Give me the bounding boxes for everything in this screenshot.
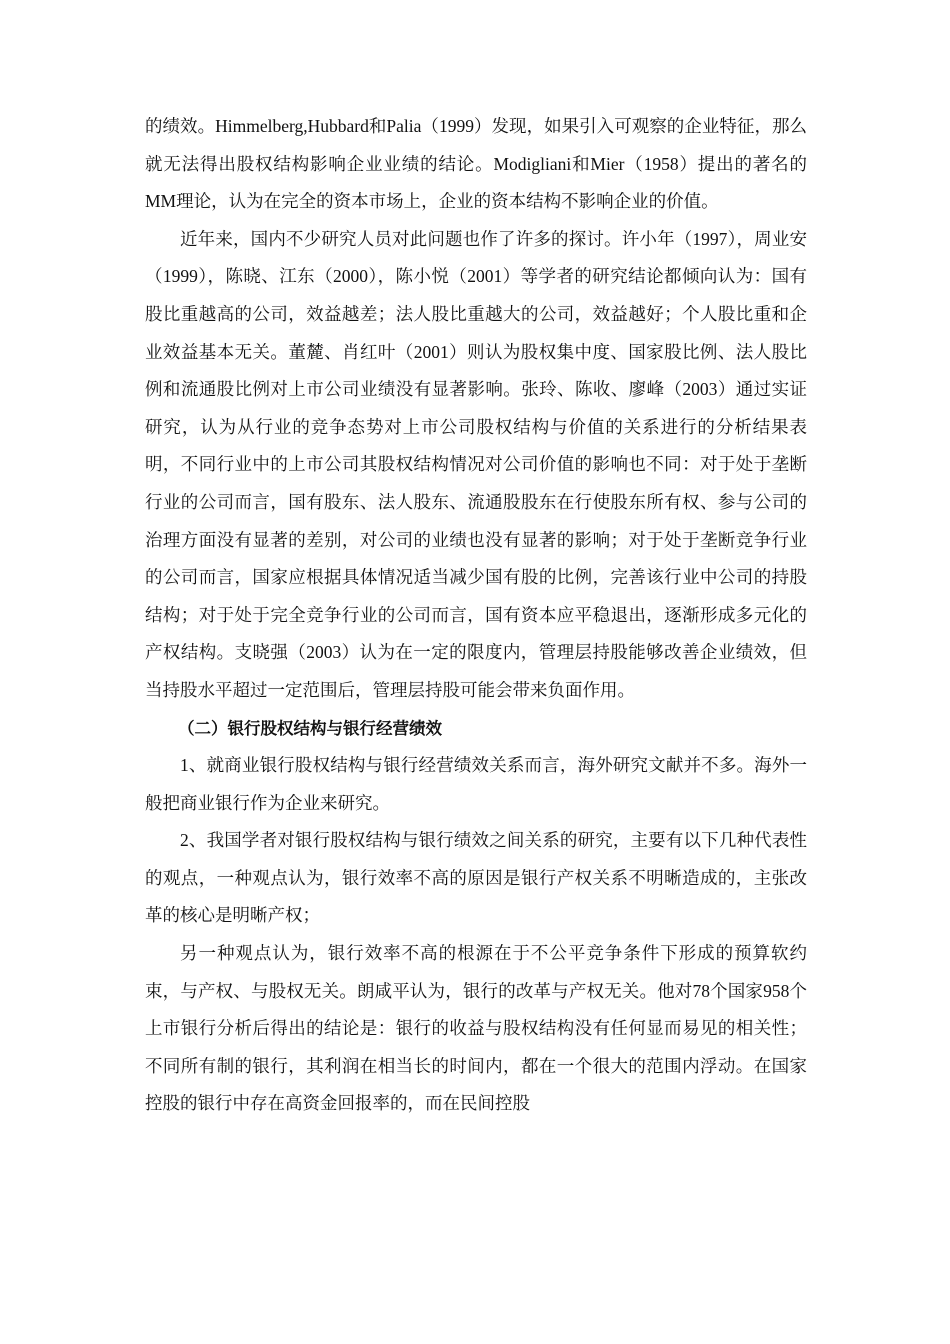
paragraph-domestic-research: 近年来，国内不少研究人员对此问题也作了许多的探讨。许小年（1997），周业安（1999），陈晓、江东（2000），陈小悦（2001）等学者的研究结论都倾向认为：国有股比重越高的公司，效益越差；法人股比重越大的公司，效益越好；个人股比重和企业效益基本无关。董麓、肖红叶（2001）则认为股权集中度、国家股比例、法人股比例和流通股比例对上市公司业绩没有显著影响。张玲、陈收、廖峰（2003）通过实证研究，认为从行业的竞争态势对上市公司股权结构与价值的关系进行的分析结果表明，不同行业中的上市公司其股权结构情况对公司价值的影响也不同：对于处于垄断行业的公司而言，国有股东、法人股东、流通股股东在行使股东所有权、参与公司的治理方面没有显著的差别，对公司的业绩也没有显著的影响；对于处于垄断竞争行业的公司而言，国家应根据具体情况适当减少国有股的比例，完善该行业中公司的持股结构；对于处于完全竞争行业的公司而言，国有资本应平稳退出，逐渐形成多元化的产权结构。支晓强（2003）认为在一定的限度内，管理层持股能够改善企业绩效，但当持股水平超过一定范围后，管理层持股可能会带来负面作用。 <box>145 228 807 700</box>
document-page <box>145 108 807 1123</box>
paragraph-continuation: 的绩效。Himmelberg,Hubbard和Palia（1999）发现，如果引入可观察的企业特征，那么就无法得出股权结构影响企业业绩的结论。Modigliani和Mier（1958）提出的著名的MM理论，认为在完全的资本市场上，企业的资本结构不影响企业的价值。 <box>145 116 807 212</box>
paragraph-alternative-view: 另一种观点认为，银行效率不高的根源在于不公平竞争条件下形成的预算软约束，与产权、与股权无关。朗咸平认为，银行的改革与产权无关。他对78个国家958个上市银行分析后得出的结论是：银行的收益与股权结构没有任何显而易见的相关性；不同所有制的银行，其利润在相当长的时间内，都在一个很大的范围内浮动。在国家控股的银行中存在高资金回报率的，而在民间控股 <box>145 943 807 1114</box>
section-heading: （二）银行股权结构与银行经营绩效 <box>178 718 442 738</box>
paragraph-point-2: 2、我国学者对银行股权结构与银行绩效之间关系的研究，主要有以下几种代表性的观点，一种观点认为，银行效率不高的原因是银行产权关系不明晰造成的，主张改革的核心是明晰产权； <box>145 830 807 926</box>
paragraph-point-1: 1、就商业银行股权结构与银行经营绩效关系而言，海外研究文献并不多。海外一般把商业银行作为企业来研究。 <box>145 755 807 813</box>
